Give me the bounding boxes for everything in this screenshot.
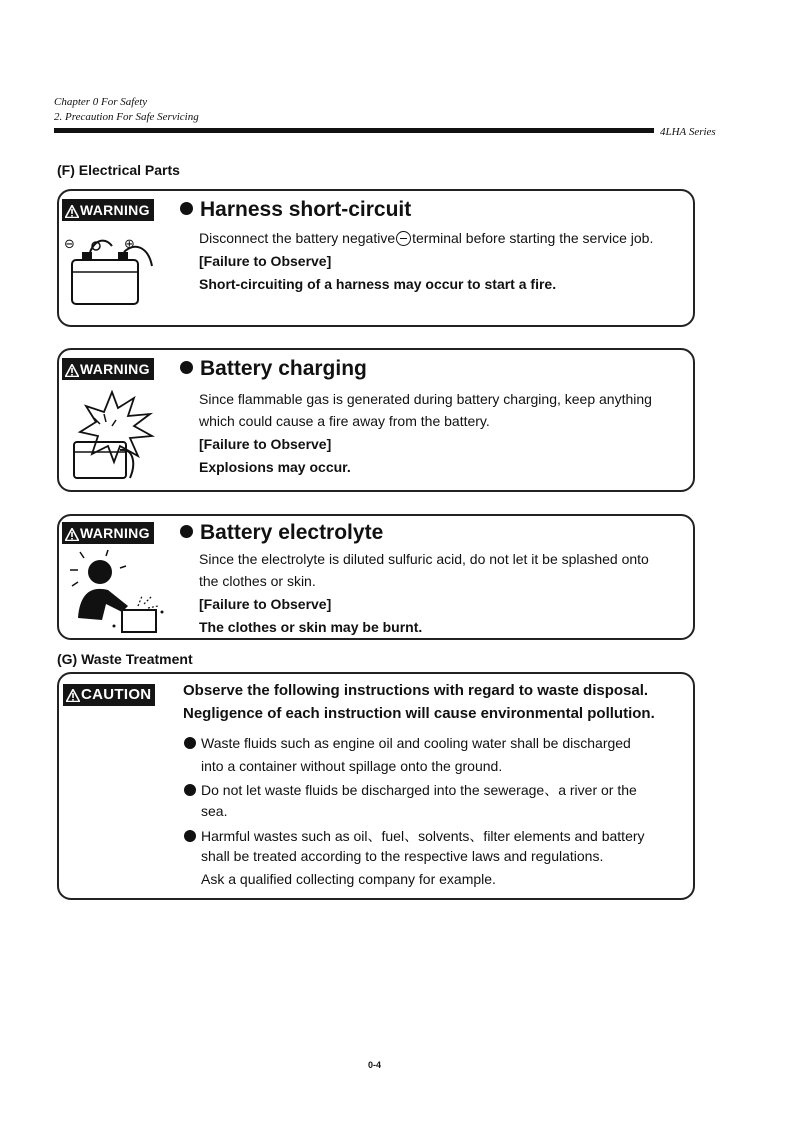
failure-label: [Failure to Observe] xyxy=(199,253,332,269)
bullet-dot-icon xyxy=(184,830,196,842)
failure-label: [Failure to Observe] xyxy=(199,596,332,612)
waste-heading-line2: Negligence of each instruction will cause environmental pollution. xyxy=(183,705,655,722)
section-title: 2. Precaution For Safe Servicing xyxy=(54,111,199,123)
bullet-dot-icon xyxy=(184,737,196,749)
consequence-text: Short-circuiting of a harness may occur to start a fire. xyxy=(199,276,557,292)
failure-label: [Failure to Observe] xyxy=(199,436,332,452)
item-text-electrolyte-line1: Since the electrolyte is diluted sulfuric acid, do not let it be splashed onto xyxy=(199,551,649,567)
item-text-charging-line2: which could cause a fire away from the battery. xyxy=(199,413,490,429)
svg-text:⊕: ⊕ xyxy=(124,237,135,252)
item-text-electrolyte-line2: the clothes or skin. xyxy=(199,573,316,589)
bullet-dot-icon xyxy=(180,202,193,215)
chapter-title: Chapter 0 For Safety xyxy=(54,96,148,108)
waste-bullet-3: Harmful wastes such as oil、fuel、solvents、filter elements and battery xyxy=(184,826,645,846)
warning-triangle-icon xyxy=(65,205,79,218)
battery-explosion-icon xyxy=(64,390,160,486)
series-label: 4LHA Series xyxy=(660,126,716,138)
item-text-charging-line1: Since flammable gas is generated during battery charging, keep anything xyxy=(199,391,652,407)
warning-triangle-icon xyxy=(65,364,79,377)
item-title-harness: Harness short-circuit xyxy=(180,198,411,222)
waste-section-title: (G) Waste Treatment xyxy=(57,651,193,667)
consequence-text: Explosions may occur. xyxy=(199,459,351,475)
minus-terminal-icon xyxy=(396,231,411,246)
item-title-electrolyte: Battery electrolyte xyxy=(180,521,383,545)
svg-text:⊖: ⊖ xyxy=(64,237,75,252)
bullet-dot-icon xyxy=(180,525,193,538)
acid-splash-icon xyxy=(66,548,170,634)
battery-terminal-icon xyxy=(62,232,160,314)
warning-badge: WARNING xyxy=(62,199,154,221)
waste-bullet-1-cont: into a container without spillage onto the ground. xyxy=(201,758,503,774)
waste-bullet-2-cont: sea. xyxy=(201,803,228,819)
warning-triangle-icon xyxy=(66,689,80,702)
item-title-charging: Battery charging xyxy=(180,357,367,381)
warning-triangle-icon xyxy=(65,528,79,541)
warning-badge: WARNING xyxy=(62,522,154,544)
electrical-section-title: (F) Electrical Parts xyxy=(57,162,180,178)
waste-bullet-3-cont1: shall be treated according to the respective laws and regulations. xyxy=(201,848,604,864)
warning-badge: WARNING xyxy=(62,358,154,380)
bullet-dot-icon xyxy=(184,784,196,796)
consequence-text: The clothes or skin may be burnt. xyxy=(199,619,423,635)
waste-bullet-1: Waste fluids such as engine oil and cooling water shall be discharged xyxy=(184,735,631,751)
header-rule xyxy=(54,128,654,133)
page-number: 0-4 xyxy=(368,1060,382,1070)
caution-badge: CAUTION xyxy=(63,684,155,706)
waste-heading-line1: Observe the following instructions with regard to waste disposal. xyxy=(183,682,649,699)
bullet-dot-icon xyxy=(180,361,193,374)
waste-bullet-3-cont2: Ask a qualified collecting company for example. xyxy=(201,871,496,887)
waste-bullet-2: Do not let waste fluids be discharged into the sewerage、a river or the xyxy=(184,780,637,800)
item-text-harness-line1: Disconnect the battery negative terminal before starting the service job. xyxy=(199,230,654,246)
